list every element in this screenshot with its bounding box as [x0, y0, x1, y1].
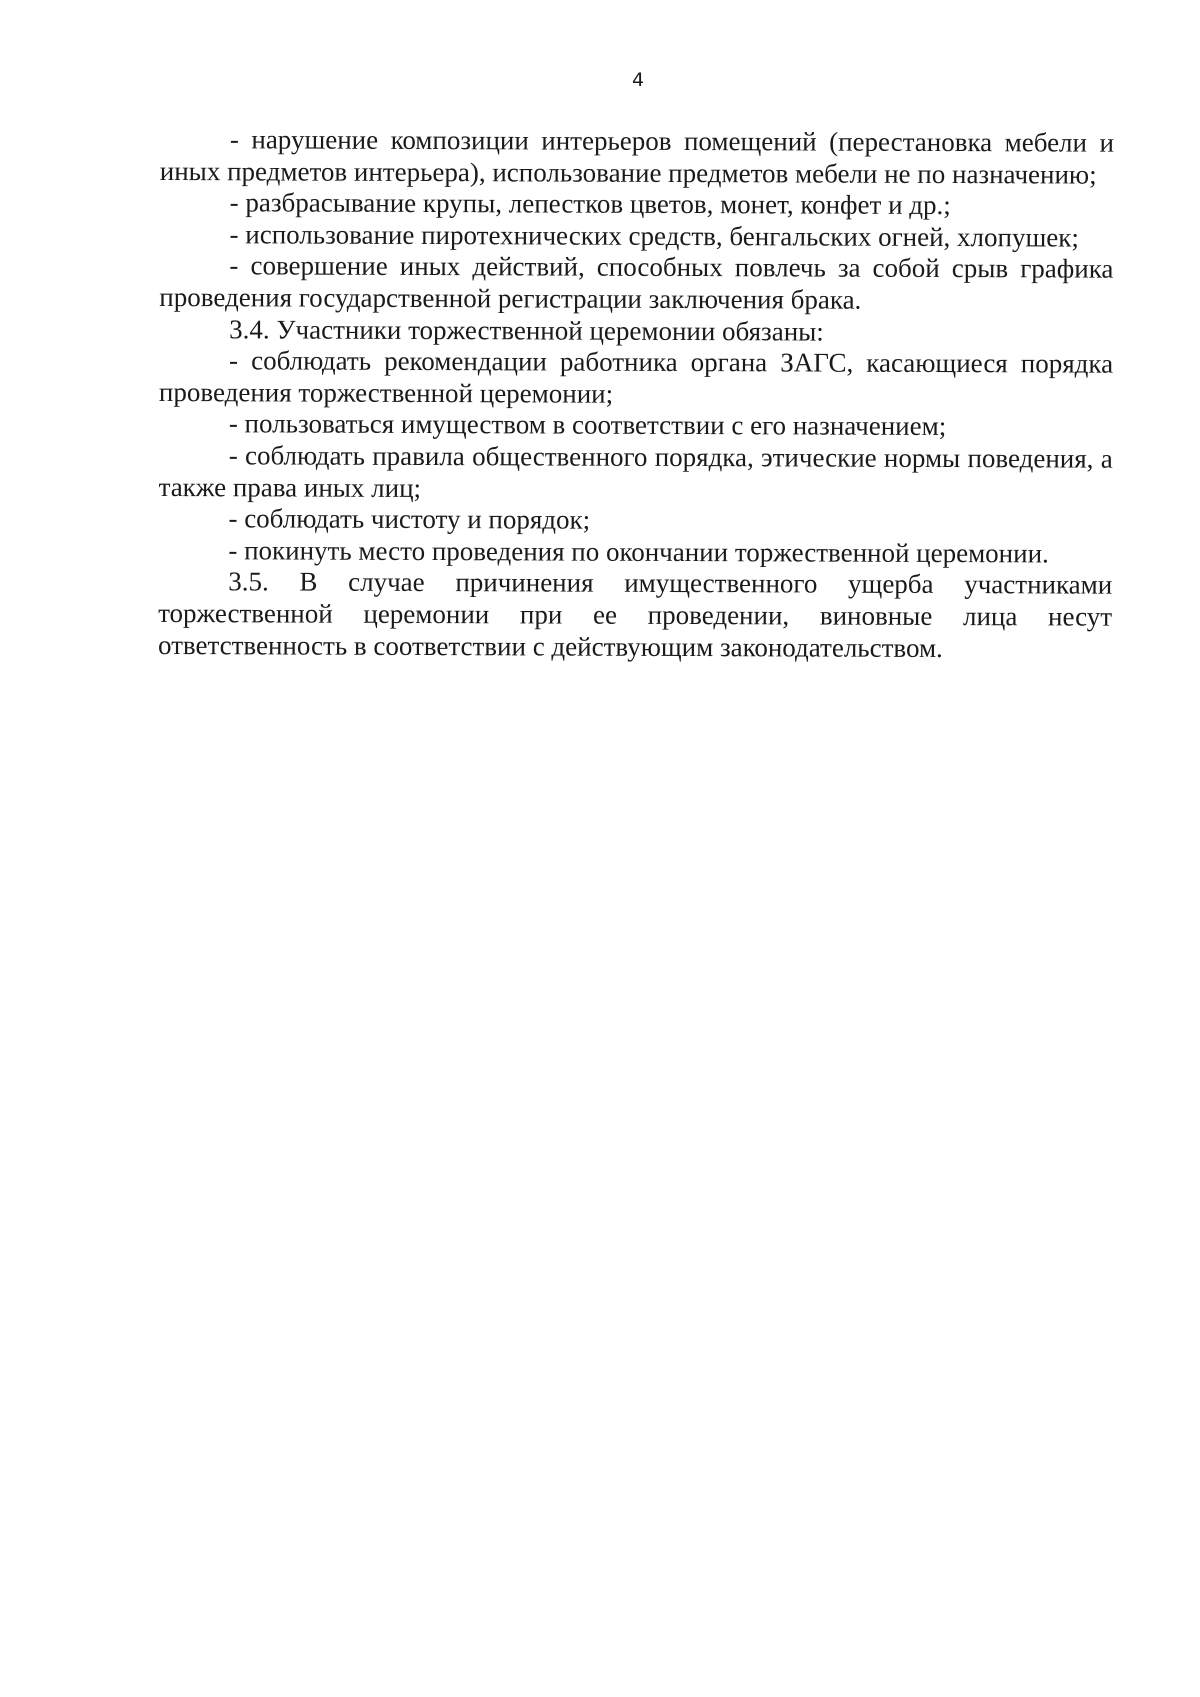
paragraph-public-order: - соблюдать правила общественного порядка, этические нормы поведения, а также права иных лиц; [158, 440, 1113, 503]
section-3-5-liability: 3.5. В случае причинения имущественного ущерба участниками торжественной церемонии при ее проведении, виновные лица несут ответственность в соответствии с действующим законодательством. [157, 566, 1113, 663]
paragraph-follow-recommendations: - соблюдать рекомендации работника органа ЗАГС, касающиеся порядка проведения торжественной церемонии; [158, 345, 1114, 409]
section-3-4-heading: 3.4. Участники торжественной церемонии обязаны: [229, 313, 824, 347]
paragraph-scattering: - разбрасывание крупы, лепестков цветов, монет, конфет и др.; [229, 187, 951, 221]
paragraph-other-actions: - совершение иных действий, способных повлечь за собой срыв графика проведения государственной регистрации заключения брака. [159, 250, 1114, 315]
paragraph-pyrotechnics: - использование пиротехнических средств, бенгальских огней, хлопушек; [229, 219, 1079, 253]
document-body [158, 124, 1114, 665]
paragraph-furniture-violation: - нарушение композиции интерьеров помещений (перестановка мебели и иных предметов интерьера), использование предметов мебели не по назначению; [159, 124, 1114, 190]
paragraph-use-property: - пользоваться имуществом в соответствии с его назначением; [228, 408, 947, 442]
paragraph-leave-venue: - покинуть место проведения по окончании торжественной церемонии. [228, 534, 1049, 569]
page-number: 4 [631, 69, 645, 91]
paragraph-cleanliness: - соблюдать чистоту и порядок; [228, 503, 591, 535]
